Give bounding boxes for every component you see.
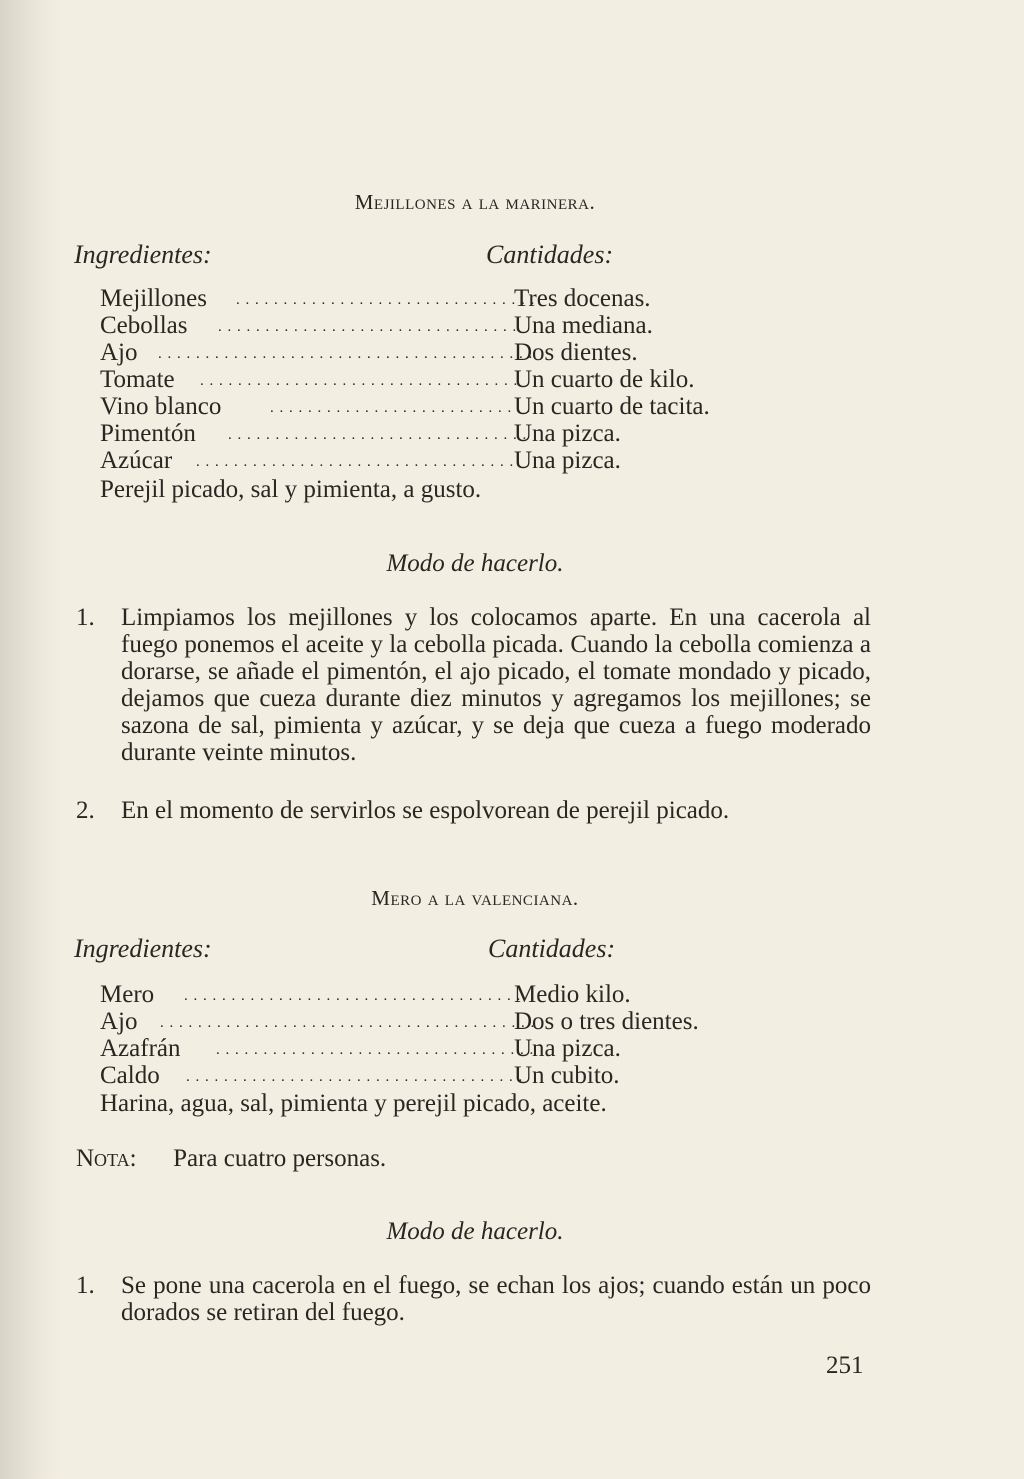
method-heading: Modo de hacerlo. bbox=[386, 550, 564, 577]
ingredient-row bbox=[100, 420, 900, 448]
ingredient-quantity: Una pizca. bbox=[514, 420, 621, 447]
step-text: En el momento de servirlos se espolvorean de perejil picado. bbox=[121, 797, 730, 824]
leader-dots: . . . . . . . . . . . . . . . . . . . . . . . . . . . . . . . . bbox=[228, 427, 528, 443]
ingredient-quantity: Dos o tres dientes. bbox=[514, 1008, 699, 1035]
note-label: Nota: bbox=[76, 1145, 137, 1172]
ingredient-quantity: Una pizca. bbox=[514, 1035, 621, 1062]
ingredient-row bbox=[100, 1035, 900, 1063]
ingredient-name: Vino blanco bbox=[100, 393, 222, 420]
ingredient-quantity: Un cubito. bbox=[514, 1062, 620, 1089]
leader-dots: . . . . . . . . . . . . . . . . . . . . . . . . . . . . . . . . bbox=[218, 319, 518, 335]
leader-dots: . . . . . . . . . . . . . . . . . . . . . . . . . . . . . . . . . . . . bbox=[184, 988, 522, 1004]
ingredient-row bbox=[100, 447, 900, 475]
leader-dots: . . . . . . . . . . . . . . . . . . . . . . . . . . . . . . . . . . bbox=[196, 454, 515, 470]
recipe-note bbox=[76, 1145, 386, 1173]
ingredient-name: Cebollas bbox=[100, 312, 188, 339]
ingredient-quantity: Un cuarto de kilo. bbox=[514, 366, 695, 393]
ingredient-row bbox=[100, 285, 900, 313]
leader-dots: . . . . . . . . . . . . . . . . . . . . . . . . . . . . . . . . . . bbox=[200, 373, 519, 389]
ingredient-row bbox=[100, 312, 900, 340]
ingredient-quantity: Medio kilo. bbox=[514, 981, 631, 1008]
ingredient-quantity: Una mediana. bbox=[514, 312, 653, 339]
leader-dots: . . . . . . . . . . . . . . . . . . . . . . . . . . . . . . . . . . . . . . . . bbox=[158, 346, 534, 362]
ingredient-quantity: Un cuarto de tacita. bbox=[514, 393, 710, 420]
leader-dots: . . . . . . . . . . . . . . . . . . . . . . . . . . . . . . . . . . . . . . . . bbox=[160, 1015, 536, 1031]
step-number: 2. bbox=[76, 797, 95, 824]
recipe-title: Mejillones a la marinera. bbox=[354, 190, 596, 214]
ingredient-name: Azúcar bbox=[100, 447, 173, 474]
leader-dots: . . . . . . . . . . . . . . . . . . . . . . . . . . . . . . . . . . bbox=[216, 1042, 535, 1058]
extra-ingredients: Harina, agua, sal, pimienta y perejil picado, aceite. bbox=[100, 1090, 607, 1117]
ingredient-row bbox=[100, 366, 900, 394]
ingredient-name: Mejillones bbox=[100, 285, 207, 312]
step-number: 1. bbox=[76, 1272, 95, 1299]
ingredient-row bbox=[100, 393, 900, 421]
recipe-title: Mero a la valenciana. bbox=[371, 886, 579, 910]
quantities-heading: Cantidades: bbox=[488, 934, 616, 963]
ingredient-quantity: Tres docenas. bbox=[514, 285, 651, 312]
page-number: 251 bbox=[826, 1352, 864, 1379]
ingredient-row bbox=[100, 1008, 900, 1036]
ingredient-quantity: Una pizca. bbox=[514, 447, 621, 474]
ingredient-name: Mero bbox=[100, 981, 155, 1008]
ingredient-name: Caldo bbox=[100, 1062, 160, 1089]
ingredient-name: Pimentón bbox=[100, 420, 196, 447]
ingredient-name: Azafrán bbox=[100, 1035, 181, 1062]
ingredients-heading: Ingredientes: bbox=[74, 240, 212, 269]
ingredients-heading: Ingredientes: bbox=[74, 934, 212, 963]
ingredient-row bbox=[100, 339, 900, 367]
ingredient-row bbox=[100, 981, 900, 1009]
leader-dots: . . . . . . . . . . . . . . . . . . . . . . . . . . . . . . . . bbox=[236, 292, 536, 308]
ingredient-name: Tomate bbox=[100, 366, 175, 393]
ingredient-name: Ajo bbox=[100, 1008, 138, 1035]
extra-ingredients: Perejil picado, sal y pimienta, a gusto. bbox=[100, 476, 482, 503]
step-number: 1. bbox=[76, 604, 95, 631]
leader-dots: . . . . . . . . . . . . . . . . . . . . . . . . . . . . . . . . . . . . bbox=[186, 1069, 524, 1085]
step-text: Limpiamos los mejillones y los colocamos aparte. En una cacerola al fuego ponemos el aceite y la cebolla picada. Cuando la cebolla comienza a dorarse, se añade el pimentón, el ajo picado, el tomate mondado y picado, dejamos que cueza durante diez minutos y agregamos los mejillones; se sazona de sal, pimienta y azúcar, y se deja que cueza a fuego moderado durante veinte minutos. bbox=[121, 604, 871, 766]
step-text: Se pone una cacerola en el fuego, se echan los ajos; cuando están un poco dorados se retiran del fuego. bbox=[121, 1272, 871, 1326]
quantities-heading: Cantidades: bbox=[486, 240, 614, 269]
leader-dots: . . . . . . . . . . . . . . . . . . . . . . . . . . . . bbox=[270, 400, 532, 416]
ingredient-name: Ajo bbox=[100, 339, 138, 366]
ingredient-row bbox=[100, 1062, 900, 1090]
ingredient-quantity: Dos dientes. bbox=[514, 339, 638, 366]
note-text: Para cuatro personas. bbox=[173, 1145, 387, 1172]
method-heading: Modo de hacerlo. bbox=[386, 1218, 564, 1245]
